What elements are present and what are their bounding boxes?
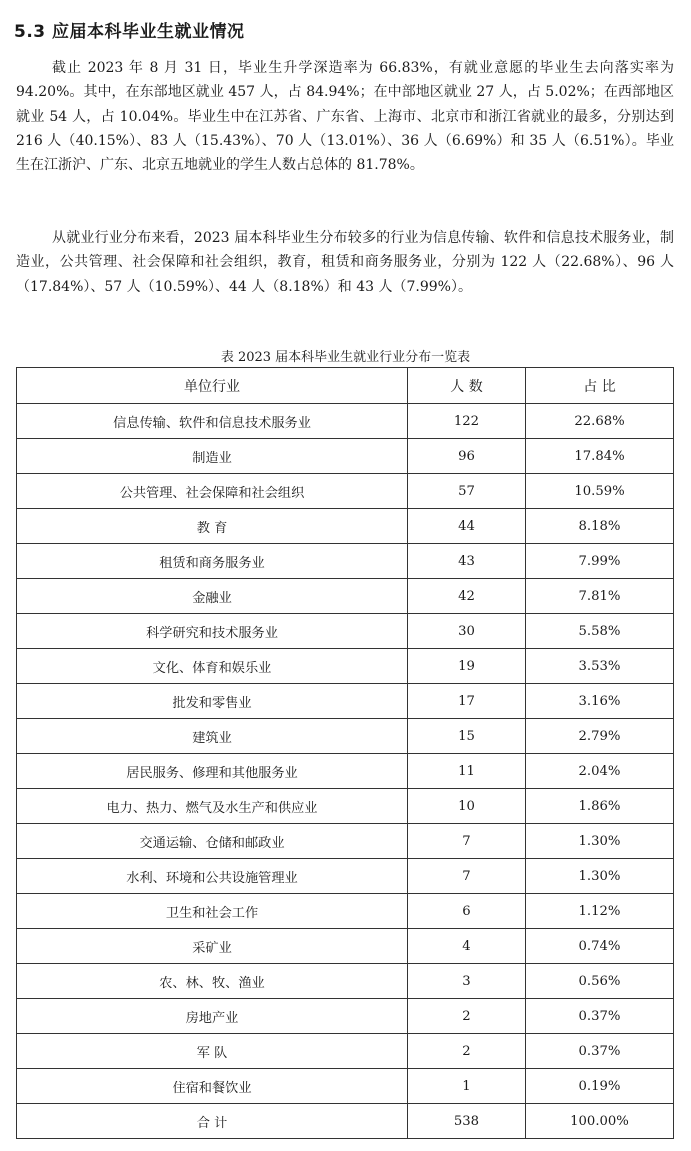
table-header-row [17,368,674,404]
industry-cell: 金融业 [17,579,408,614]
header-percent: 占 比 [526,368,674,404]
industry-distribution-table [16,367,674,1139]
count-cell: 44 [408,509,526,544]
count-cell: 19 [408,649,526,684]
percent-cell: 0.74% [526,929,674,964]
percent-cell: 10.59% [526,474,674,509]
count-cell: 57 [408,474,526,509]
paragraph-employment-overview: 截止 2023 年 8 月 31 日，毕业生升学深造率为 66.83%，有就业意愿的毕业生去向落实率为 94.20%。其中，在东部地区就业 457 人，占 84.94%；在中部地区就业 27 人，占 5.02%；在西部地区就业 54 人，占 10.04%。毕业生中在江苏省、广东省、上海市、北京市和浙江省就业的最多，分别达到 216 人（40.15%）、83 人（15.43%）、70 人（13.01%）、36 人（6.69%）和 35 人（6.51%）。毕业生在江浙沪、广东、北京五地就业的学生人数占总体的 81.78%。 [16,60,674,174]
table-row [17,789,674,824]
percent-cell: 17.84% [526,439,674,474]
percent-cell: 7.99% [526,544,674,579]
percent-cell: 3.53% [526,649,674,684]
table-row [17,964,674,999]
table-row [17,824,674,859]
industry-cell: 科学研究和技术服务业 [17,614,408,649]
table-row [17,1069,674,1104]
paragraph-industry-distribution: 从就业行业分布来看，2023 届本科毕业生分布较多的行业为信息传输、软件和信息技术服务业，制造业，公共管理、社会保障和社会组织，教育，租赁和商务服务业，分别为 122 人（22.68%）、96 人（17.84%）、57 人（10.59%）、44 人（8.18%）和 43 人（7.99%）。 [16,230,674,295]
table-row [17,614,674,649]
count-cell: 1 [408,1069,526,1104]
percent-cell: 2.04% [526,754,674,789]
industry-cell: 批发和零售业 [17,684,408,719]
table-row [17,684,674,719]
count-cell: 30 [408,614,526,649]
count-cell: 10 [408,789,526,824]
percent-cell: 1.30% [526,859,674,894]
count-cell: 2 [408,999,526,1034]
table-total-row [17,1104,674,1139]
percent-cell: 2.79% [526,719,674,754]
industry-cell: 水利、环境和公共设施管理业 [17,859,408,894]
section-title: 5.3 应届本科毕业生就业情况 [14,22,245,42]
percent-cell: 8.18% [526,509,674,544]
industry-cell: 文化、体育和娱乐业 [17,649,408,684]
table-row [17,439,674,474]
count-cell: 42 [408,579,526,614]
industry-cell: 卫生和社会工作 [17,894,408,929]
count-cell: 7 [408,859,526,894]
table-row [17,719,674,754]
percent-cell: 7.81% [526,579,674,614]
count-cell: 3 [408,964,526,999]
industry-cell: 租赁和商务服务业 [17,544,408,579]
industry-cell: 居民服务、修理和其他服务业 [17,754,408,789]
industry-cell: 信息传输、软件和信息技术服务业 [17,404,408,439]
count-cell: 15 [408,719,526,754]
count-cell: 4 [408,929,526,964]
table-row [17,509,674,544]
total-percent-cell: 100.00% [526,1104,674,1139]
industry-cell: 采矿业 [17,929,408,964]
percent-cell: 22.68% [526,404,674,439]
industry-cell: 交通运输、仓储和邮政业 [17,824,408,859]
percent-cell: 0.56% [526,964,674,999]
industry-cell: 制造业 [17,439,408,474]
industry-cell: 建筑业 [17,719,408,754]
industry-cell: 公共管理、社会保障和社会组织 [17,474,408,509]
table-row [17,1034,674,1069]
table-row [17,544,674,579]
header-industry: 单位行业 [17,368,408,404]
percent-cell: 1.12% [526,894,674,929]
table-row [17,649,674,684]
industry-cell: 军 队 [17,1034,408,1069]
percent-cell: 0.37% [526,999,674,1034]
count-cell: 7 [408,824,526,859]
count-cell: 17 [408,684,526,719]
table-row [17,754,674,789]
percent-cell: 5.58% [526,614,674,649]
count-cell: 122 [408,404,526,439]
percent-cell: 1.30% [526,824,674,859]
industry-cell: 教 育 [17,509,408,544]
percent-cell: 3.16% [526,684,674,719]
table-caption: 表 2023 届本科毕业生就业行业分布一览表 [220,350,471,365]
industry-cell: 电力、热力、燃气及水生产和供应业 [17,789,408,824]
industry-cell: 住宿和餐饮业 [17,1069,408,1104]
percent-cell: 0.37% [526,1034,674,1069]
table-row [17,404,674,439]
industry-cell: 房地产业 [17,999,408,1034]
total-count-cell: 538 [408,1104,526,1139]
table-body [17,404,674,1139]
table-row [17,474,674,509]
table-row [17,999,674,1034]
count-cell: 11 [408,754,526,789]
percent-cell: 1.86% [526,789,674,824]
count-cell: 96 [408,439,526,474]
table-row [17,579,674,614]
count-cell: 2 [408,1034,526,1069]
count-cell: 43 [408,544,526,579]
industry-cell: 农、林、牧、渔业 [17,964,408,999]
count-cell: 6 [408,894,526,929]
total-label-cell: 合 计 [17,1104,408,1139]
table-row [17,859,674,894]
table-row [17,929,674,964]
table-row [17,894,674,929]
percent-cell: 0.19% [526,1069,674,1104]
header-count: 人 数 [408,368,526,404]
